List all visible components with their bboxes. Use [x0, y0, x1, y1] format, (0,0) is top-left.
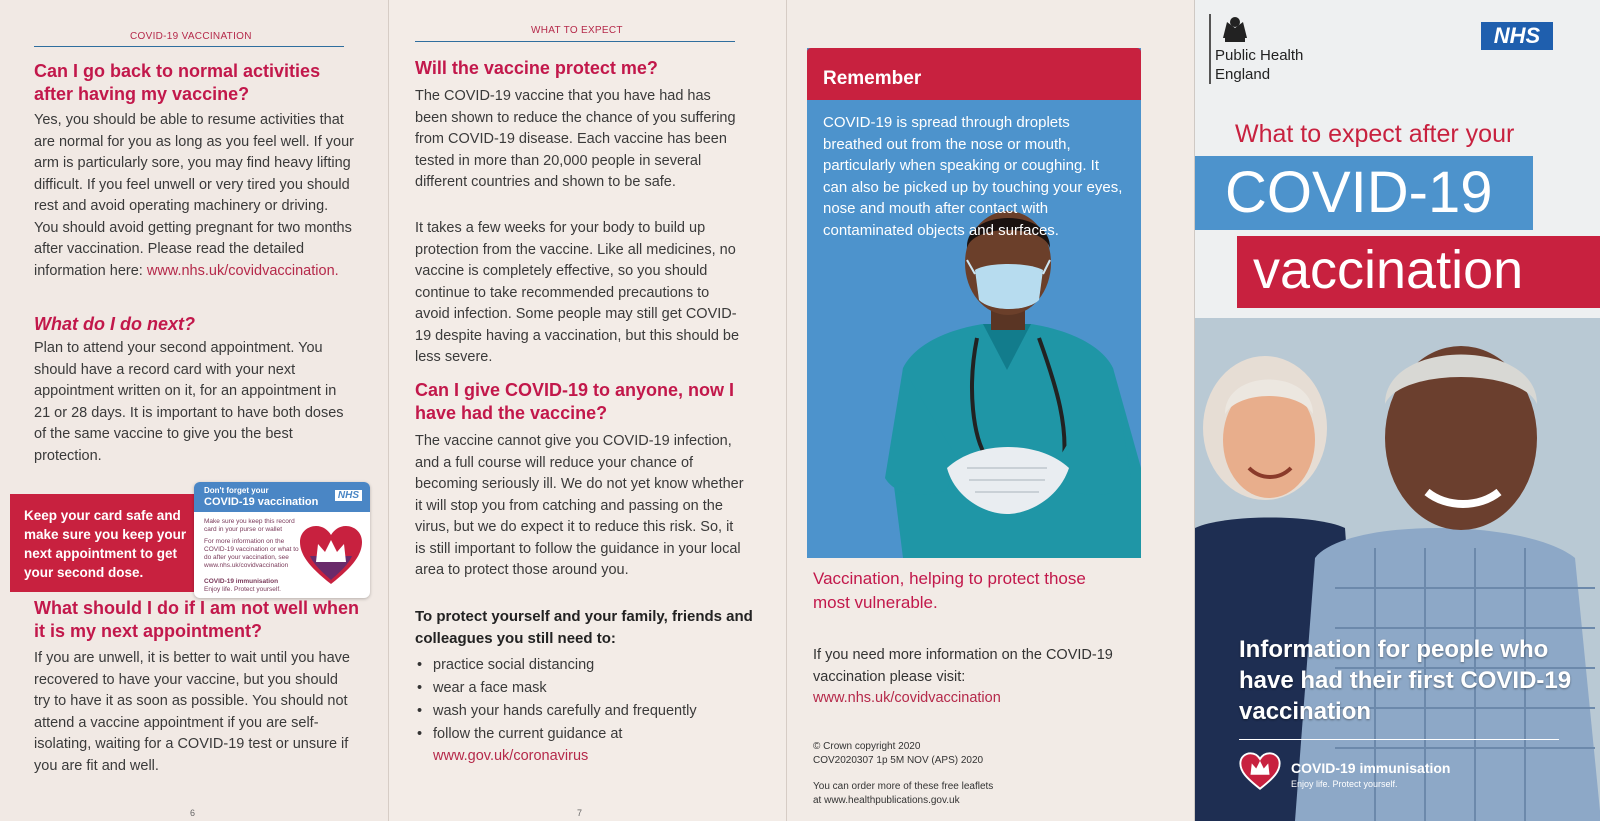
nhs-link[interactable]: www.nhs.uk/covidvaccination.	[146, 262, 339, 279]
order-text	[813, 780, 993, 808]
cover-subtitle: What to expect after your	[1235, 120, 1515, 148]
immunisation-slogan: Enjoy life. Protect yourself.	[1291, 779, 1398, 789]
copyright-code: COV2020307 1p 5M NOV (APS) 2020	[813, 755, 984, 766]
list-item: • wash your hands carefully and frequently	[415, 700, 755, 723]
cover-info-text: Information for people who have had their first COVID-19 vaccination	[1239, 636, 1572, 725]
divider	[415, 41, 735, 42]
answer-text: The COVID-19 vaccine that you have had has been shown to reduce the chance of you suffering from COVID-19 disease. Each vaccine has been tested in more than 20,000 people in several different countries and shown to be safe.	[415, 88, 736, 190]
answer-text	[34, 110, 354, 282]
info-text	[813, 645, 1113, 710]
gov-link[interactable]: www.gov.uk/coronavirus	[433, 748, 589, 764]
answer-text: Plan to attend your second appointment. You should have a record card with your next appointment written on it, for an appointment in 21 or 28 days. It is important to have both doses of the same vaccine to give you the best protection.	[34, 340, 344, 464]
heart-crown-icon	[298, 522, 364, 588]
phe-line: England	[1215, 66, 1271, 83]
card-reminder-band	[10, 494, 196, 592]
list-item: • practice social distancing	[415, 654, 755, 677]
nhs-logo: NHS	[1481, 22, 1553, 50]
card-small-text: Make sure you keep this record card in your purse or wallet	[204, 518, 295, 533]
phe-line: Public Health	[1215, 47, 1304, 64]
remember-title: Remember	[823, 68, 922, 89]
immunisation-title: COVID-19 immunisation	[1291, 760, 1451, 776]
list-item: • wear a face mask	[415, 677, 755, 700]
panel-remember	[786, 0, 1194, 821]
list-item: • follow the current guidance at	[415, 723, 755, 746]
copyright	[813, 740, 983, 768]
protect-list	[415, 654, 755, 746]
royal-crest-icon	[1217, 14, 1253, 44]
card-header	[194, 482, 370, 512]
order-link[interactable]: at www.healthpublications.gov.uk	[813, 795, 960, 806]
card-small-text: COVID-19 immunisation	[204, 578, 279, 585]
remember-header	[807, 48, 1141, 100]
answer-text: If you are unwell, it is better to wait until you have recovered to have your vaccine, but you should try to have it as soon as possible. You should not attend a vaccine appointment if you are self-isolating, waiting for a COVID-19 test or unsure if you are fit and well.	[34, 650, 350, 774]
phe-logo-text	[1215, 46, 1303, 84]
panel-cover	[1194, 0, 1600, 821]
card-small-text: For more information on the COVID-19 vaccination or what to do after your vaccination, see www.nhs.uk/covidvaccination	[204, 538, 299, 569]
nhs-logo: NHS	[335, 490, 362, 501]
question-heading: Can I give COVID-19 to anyone, now I have had the vaccine?	[415, 380, 735, 423]
question-heading: What should I do if I am not well when it is my next appointment?	[34, 598, 359, 641]
card-reminder-text: Keep your card safe and make sure you keep your next appointment to get your second dose.	[24, 508, 187, 580]
tagline: Vaccination, helping to protect those most vulnerable.	[813, 569, 1086, 612]
question-heading: Can I go back to normal activities after having my vaccine?	[34, 61, 321, 104]
page-number: 6	[190, 808, 196, 818]
remember-box	[807, 48, 1141, 558]
running-head: COVID-19 VACCINATION	[130, 31, 252, 42]
panel-page-6	[0, 0, 388, 821]
answer-text: It takes a few weeks for your body to build up protection from the vaccine. Like all medicines, no vaccine is completely effective, so you should continue to take recommended precautions to avoid infection. Some people may still get COVID-19 despite having a vaccination, but this should be less severe.	[415, 220, 740, 365]
protect-heading: To protect yourself and your family, friends and colleagues you still need to:	[415, 608, 753, 647]
nhs-link[interactable]: www.nhs.uk/covidvaccination	[813, 690, 1001, 706]
answer-body: Yes, you should be able to resume activities that are normal for you as long as you feel well. If your arm is particularly sore, you may find heavy lifting difficult. If you feel unwell or very tired you should rest and avoid operating machinery or driving. You should avoid getting pregnant for two months after vaccination. Please read the detailed information here:	[34, 112, 354, 279]
answer-text: The vaccine cannot give you COVID-19 infection, and a full course will reduce your chance of becoming seriously ill. We do not yet know whether it will stop you from catching and passing on the virus, but we do expect it to reduce this risk. So, it is still important to follow the guidance in your local area to protect those around you.	[415, 433, 744, 578]
question-heading: What do I do next?	[34, 314, 195, 334]
cover-title-vaccination: vaccination	[1237, 236, 1600, 308]
page-number: 7	[577, 808, 583, 818]
heart-crown-icon	[1239, 752, 1281, 790]
divider	[1239, 739, 1559, 740]
order-line: You can order more of these free leaflets	[813, 781, 994, 792]
question-heading: Will the vaccine protect me?	[415, 58, 658, 78]
running-head: WHAT TO EXPECT	[531, 25, 623, 36]
cover-title-covid: COVID-19	[1194, 156, 1533, 230]
remember-text: COVID-19 is spread through droplets breathed out from the nose or mouth, particularly when speaking or coughing. It can also be picked up by touching your eyes, nose and mouth after contact with contaminated objects and surfaces.	[823, 114, 1123, 239]
divider	[34, 46, 344, 47]
cover-photo-couple	[1195, 318, 1600, 821]
copyright-line: © Crown copyright 2020	[813, 741, 921, 752]
panel-page-7	[388, 0, 786, 821]
card-small-text: Enjoy life. Protect yourself.	[204, 586, 281, 593]
record-card-image	[194, 482, 370, 598]
card-title: COVID-19 vaccination	[204, 496, 319, 508]
info-body: If you need more information on the COVID-19 vaccination please visit:	[813, 647, 1113, 685]
phe-divider	[1209, 14, 1211, 84]
card-title-small: Don't forget your	[204, 486, 269, 495]
